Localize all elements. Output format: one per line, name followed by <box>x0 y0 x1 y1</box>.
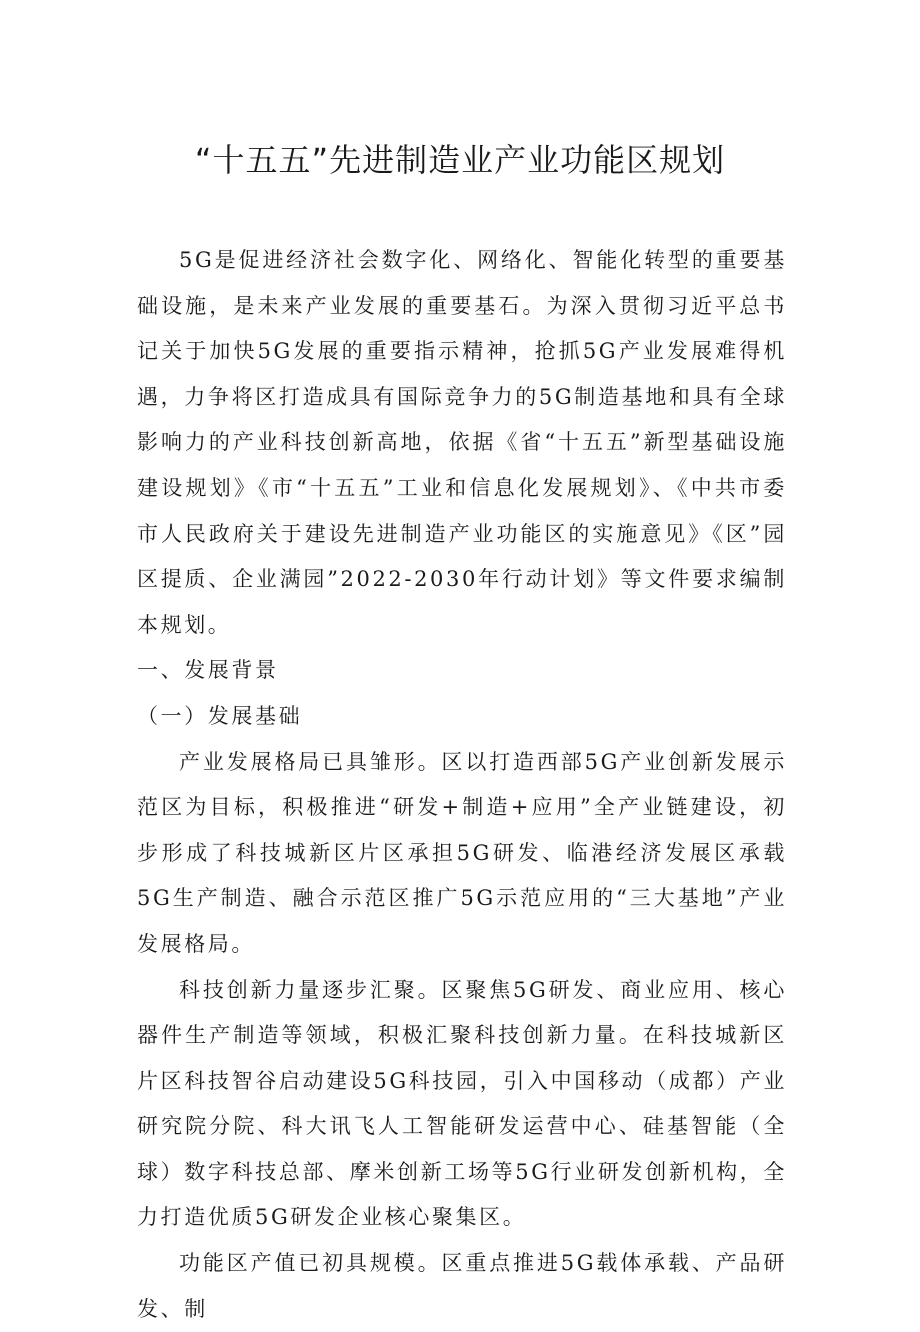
intro-paragraph: 5G是促进经济社会数字化、网络化、智能化转型的重要基础设施，是未来产业发展的重要基石。为深入贯彻习近平总书记关于加快5G发展的重要指示精神，抢抓5G产业发展难得机遇，力争将区打造成具有国际竞争力的5G制造基地和具有全球影响力的产业科技创新高地，依据《省“十五五”新型基础设施建设规划》《市“十五五”工业和信息化发展规划》、《中共市委市人民政府关于建设先进制造产业功能区的实施意见》《区”园区提质、企业满园”2022-2030年行动计划》等文件要求编制本规划。 <box>137 248 787 637</box>
document-title: “十五五”先进制造业产业功能区规划 <box>194 141 726 179</box>
subsection-heading-development-foundation: （一）发展基础 <box>137 703 303 728</box>
paragraph-innovation-forces: 科技创新力量逐步汇聚。区聚焦5G研发、商业应用、核心器件生产制造等领域，积极汇聚科技创新力量。在科技城新区片区科技智谷启动建设5G科技园，引入中国移动（成都）产业研究院分院、科大讯飞人工智能研发运营中心、硅基智能（全球）数字科技总部、摩米创新工场等5G行业研发创新机构，全力打造优质5G研发企业核心聚集区。 <box>137 977 787 1230</box>
document-body <box>137 238 787 1332</box>
paragraph-output-scale: 功能区产值已初具规模。区重点推进5G载体承载、产品研发、制 <box>137 1251 787 1321</box>
paragraph-industry-layout: 产业发展格局已具雏形。区以打造西部5G产业创新发展示范区为目标，积极推进“研发+制造+应用”全产业链建设，初步形成了科技城新区片区承担5G研发、临港经济发展区承载5G生产制造、融合示范区推广5G示范应用的“三大基地”产业发展格局。 <box>137 749 787 956</box>
section-heading-development-background: 一、发展背景 <box>137 658 279 683</box>
